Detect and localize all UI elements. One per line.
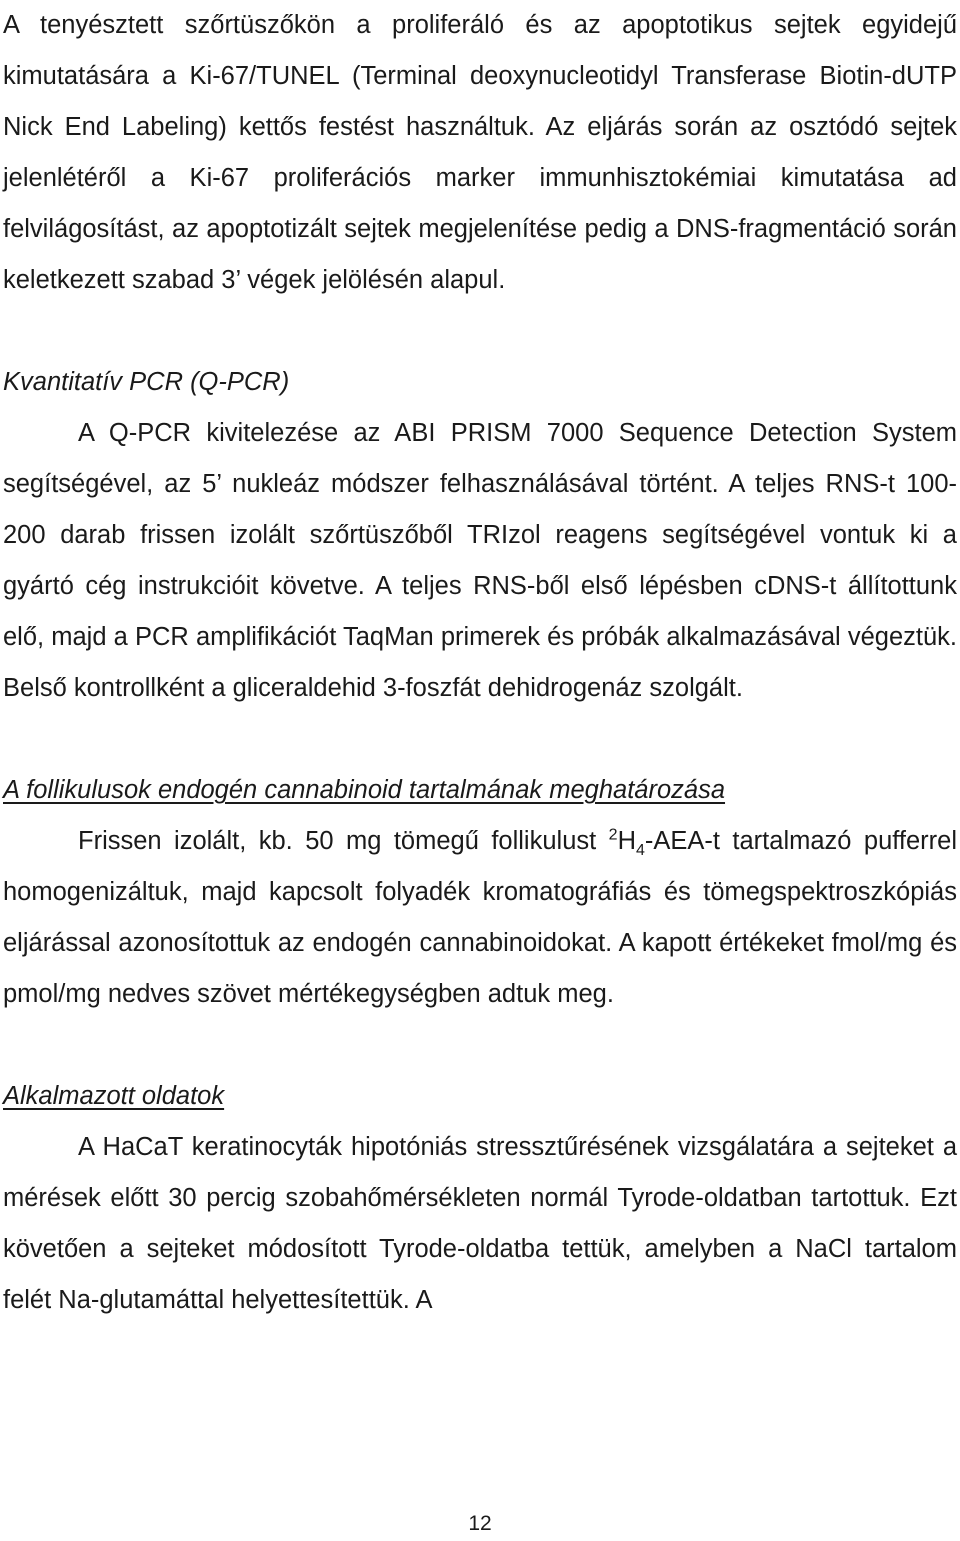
page-number: 12 — [468, 1512, 492, 1535]
spacer — [3, 306, 957, 357]
document-page — [3, 0, 957, 1326]
paragraph-qpcr: A Q-PCR kivitelezése az ABI PRISM 7000 Sequence Detection System segítségével, az 5’ nukleáz módszer felhasználásával történt. A teljes RNS-t 100-200 darab frissen izolált szőrtüszőből TRIzol reagens segítségével vontuk ki a gyártó cég instrukcióit követve. A teljes RNS-ből első lépésben cDNS-t állítottunk elő, majd a PCR amplifikációt TaqMan primerek és próbák alkalmazásával végeztük. Belső kontrollként a gliceraldehid 3-foszfát dehidrogenáz szolgált. — [3, 419, 957, 702]
isotope-subscript: 4 — [635, 842, 645, 860]
paragraph-endocannabinoid — [3, 816, 957, 1020]
heading-qpcr: Kvantitatív PCR (Q-PCR) — [3, 368, 290, 396]
endocannabinoid-text-start: Frissen izolált, kb. 50 mg tömegű follikulust — [78, 827, 609, 855]
spacer — [3, 1020, 957, 1071]
paragraph-solutions: A HaCaT keratinocyták hipotóniás stressztűrésének vizsgálatára a sejteket a mérések előtt 30 percig szobahőmérsékleten normál Tyrode-oldatban tartottuk. Ezt követően a sejteket módosított Tyrode-oldatba tettük, amelyben a NaCl tartalom felét Na-glutamáttal helyettesítettük. A — [3, 1133, 957, 1314]
heading-solutions: Alkalmazott oldatok — [3, 1082, 225, 1110]
endocannabinoid-text-end: -AEA-t tartalmazó pufferrel homogenizáltuk, majd kapcsolt folyadék kromatográfiás és tömegspektroszkópiás eljárással azonosítottuk az endogén cannabinoidokat. A kapott értékeket fmol/mg és pmol/mg nedves szövet mértékegységben adtuk meg. — [3, 827, 957, 1008]
heading-endocannabinoid: A follikulusok endogén cannabinoid tartalmának meghatározása — [3, 776, 726, 804]
spacer — [3, 714, 957, 765]
isotope-superscript: 2 — [608, 826, 618, 844]
paragraph-ki67-tunel: A tenyésztett szőrtüszőkön a proliferáló és az apoptotikus sejtek egyidejű kimutatására a Ki-67/TUNEL (Terminal deoxynucleotidyl Transferase Biotin-dUTP Nick End Labeling) kettős festést használtuk. Az eljárás során az osztódó sejtek jelenlétéről a Ki-67 proliferációs marker immunhisztokémiai kimutatása ad felvilágosítást, az apoptotizált sejtek megjelenítése pedig a DNS-fragmentáció során keletkezett szabad 3’ végek jelölésén alapul. — [3, 11, 957, 294]
element-symbol: H — [617, 827, 636, 855]
